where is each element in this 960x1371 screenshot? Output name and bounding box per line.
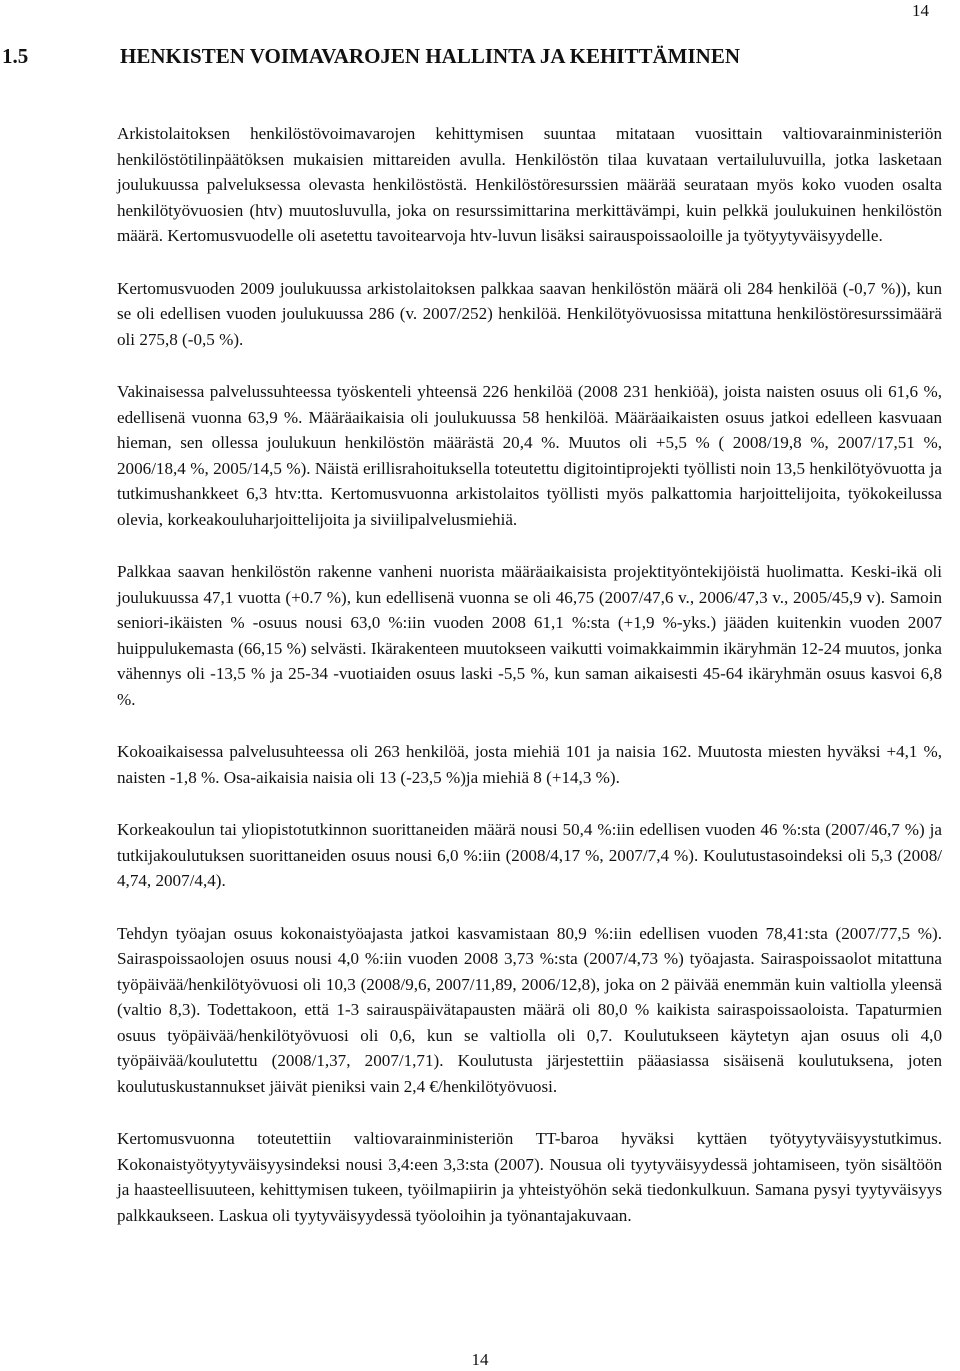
page-number-top: 14 bbox=[912, 1, 929, 20]
paragraph-job-satisfaction: Kertomusvuonna toteutettiin valtiovarainministeriön TT-baroa hyväksi kyttäen työtyytyväisyystutkimus. Kokonaistyötyytyväisyysindeksi nousi 3,4:een 3,3:sta (2007). Nousua oli tyytyväisyydessä johtamiseen, työn sisältöön ja haasteellisuuteen, kehittymisen tukeen, työilmapiirin ja yhteistyöhön sekä tiedonkulkuun. Samana pysyi tyytyväisyys palkkaukseen. Laskua oli tyytyväisyydessä työoloihin ja työnantajakuvaan. bbox=[117, 1129, 942, 1225]
paragraph-intro: Arkistolaitoksen henkilöstövoimavarojen kehittymisen suuntaa mitataan vuosittain valtiovarainministeriön henkilöstötilinpäätöksen mukaisien mittareiden avulla. Henkilöstön tilaa kuvataan vertailuluvuilla, jotka lasketaan joulukuussa palveluksessa olevasta henkilöstöstä. Henkilöstöresurssien määrää seurataan myös koko vuoden osalta henkilötyövuosien (htv) muutosluvulla, joka on resurssimittarina merkittävämpi, kuin pelkkä joulukuinen henkilöstön määrä. Kertomusvuodelle oli asetettu tavoitearvoja htv-luvun lisäksi sairauspoissaoloille ja työtyytyväisyydelle. bbox=[117, 124, 942, 245]
section-title: HENKISTEN VOIMAVAROJEN HALLINTA JA KEHITTÄMINEN bbox=[120, 44, 740, 68]
paragraph-working-time: Tehdyn työajan osuus kokonaistyöajasta jatkoi kasvamistaan 80,9 %:iin edellisen vuoden 78,41:sta (2007/77,5 %). Sairaspoissaolojen osuus nousi 4,0 %:iin vuoden 2008 3,73 %:sta (2007/4,73 %) työajasta. Sairaspoissaolot mitattuna työpäivää/henkilötyövuosi oli 10,3 (2008/9,6, 2007/11,89, 2006/12,8), joka on 2 päivää enemmän kuin valtiolla yleensä (valtio 8,3). Todettakoon, että 1-3 sairauspäivätapausten määrä oli 80,0 % kaikista sairaspoissaoloista. Tapaturmien osuus työpäivää/henkilötyövuosi oli 0,6, kun se valtiolla oli 0,7. Koulutukseen käytetyn ajan osuus oli 4,0 työpäivää/koulutettu (2008/1,37, 2007/1,71). Koulutusta järjestettiin pääasiassa sisäisenä koulutuksena, joten koulutuskustannukset jäivät pieniksi vain 2,4 €/henkilötyövuosi. bbox=[117, 923, 942, 1096]
paragraph-education: Korkeakoulun tai yliopistotutkinnon suorittaneiden määrä nousi 50,4 %:iin edellisen vuoden 46 %:sta (2007/46,7 %) ja tutkijakoulutuksen suorittaneiden osuus nousi 6,0 %:iin (2008/4,17 %, 2007/7,4 %). Koulutustasoindeksi oli 5,3 (2008/ 4,74, 2007/4,4). bbox=[117, 820, 942, 890]
paragraph-age-structure: Palkkaa saavan henkilöstön rakenne vanheni nuorista määräaikaisista projektityöntekijöistä huolimatta. Keski-ikä oli joulukuussa 47,1 vuotta (+0.7 %), kun edellisenä vuonna se oli 46,75 (2007/47,6 v., 2006/47,3 v., 2005/45,9 v). Samoin seniori-ikäisten % -osuus nousi 63,0 %:iin vuoden 2008 61,1 %:sta (+1,9 %-yks.) jääden kuitenkin vuoden 2007 huippulukemasta (66,15 %) selvästi. Ikärakenteen muutokseen vaikutti voimakkaimmin ikäryhmän 12-24 muutos, jonka vähennys oli -13,5 % ja 25-34 -vuotiaiden osuus laski -5,5 %, kun saman aikaisesti 45-64 ikäryhmän osuus kasvoi 6,8 %. bbox=[117, 562, 942, 709]
paragraph-full-time: Kokoaikaisessa palvelusuhteessa oli 263 henkilöä, josta miehiä 101 ja naisia 162. Muutosta miesten hyväksi +4,1 %, naisten -1,8 %. Osa-aikaisia naisia oli 13 (-23,5 %)ja miehiä 8 (+14,3 %). bbox=[117, 742, 942, 787]
page-number-bottom: 14 bbox=[471, 1350, 489, 1369]
paragraph-staff-count: Kertomusvuoden 2009 joulukuussa arkistolaitoksen palkkaa saavan henkilöstön määrä oli 284 henkilöä (-0,7 %)), kun se oli edellisen vuoden joulukuussa 286 (v. 2007/252) henkilöä. Henkilötyövuosissa mitattuna henkilöstöresurssimäärä oli 275,8 (-0,5 %). bbox=[117, 278, 942, 349]
section-number: 1.5 bbox=[2, 44, 29, 68]
paragraph-permanent-staff: Vakinaisessa palvelussuhteessa työskenteli yhteensä 226 henkilöä (2008 231 henkiöä), joista naisten osuus oli 61,6 %, edellisenä vuonna 63,9 %. Määräaikaisia oli joulukuussa 58 henkilöä. Määräaikaisten osuus jatkoi edelleen kasvuaan hieman, sen ollessa joulukuun henkilöstön määrästä 20,4 %. Muutos oli +5,5 % ( 2008/19,8 %, 2007/17,51 %, 2006/18,4 %, 2005/14,5 %). Näistä erillisrahoituksella toteutettu digitointiprojekti työllisti noin 13,5 henkilötyövuotta ja tutkimushankkeet 6,3 htv:tta. Kertomusvuonna arkistolaitos työllisti myös palkattomia harjoittelijoita, työkokeilussa olevia, korkeakouluharjoittelijoita ja siviilipalvelusmiehiä. bbox=[117, 382, 942, 529]
body-text bbox=[117, 121, 942, 1255]
